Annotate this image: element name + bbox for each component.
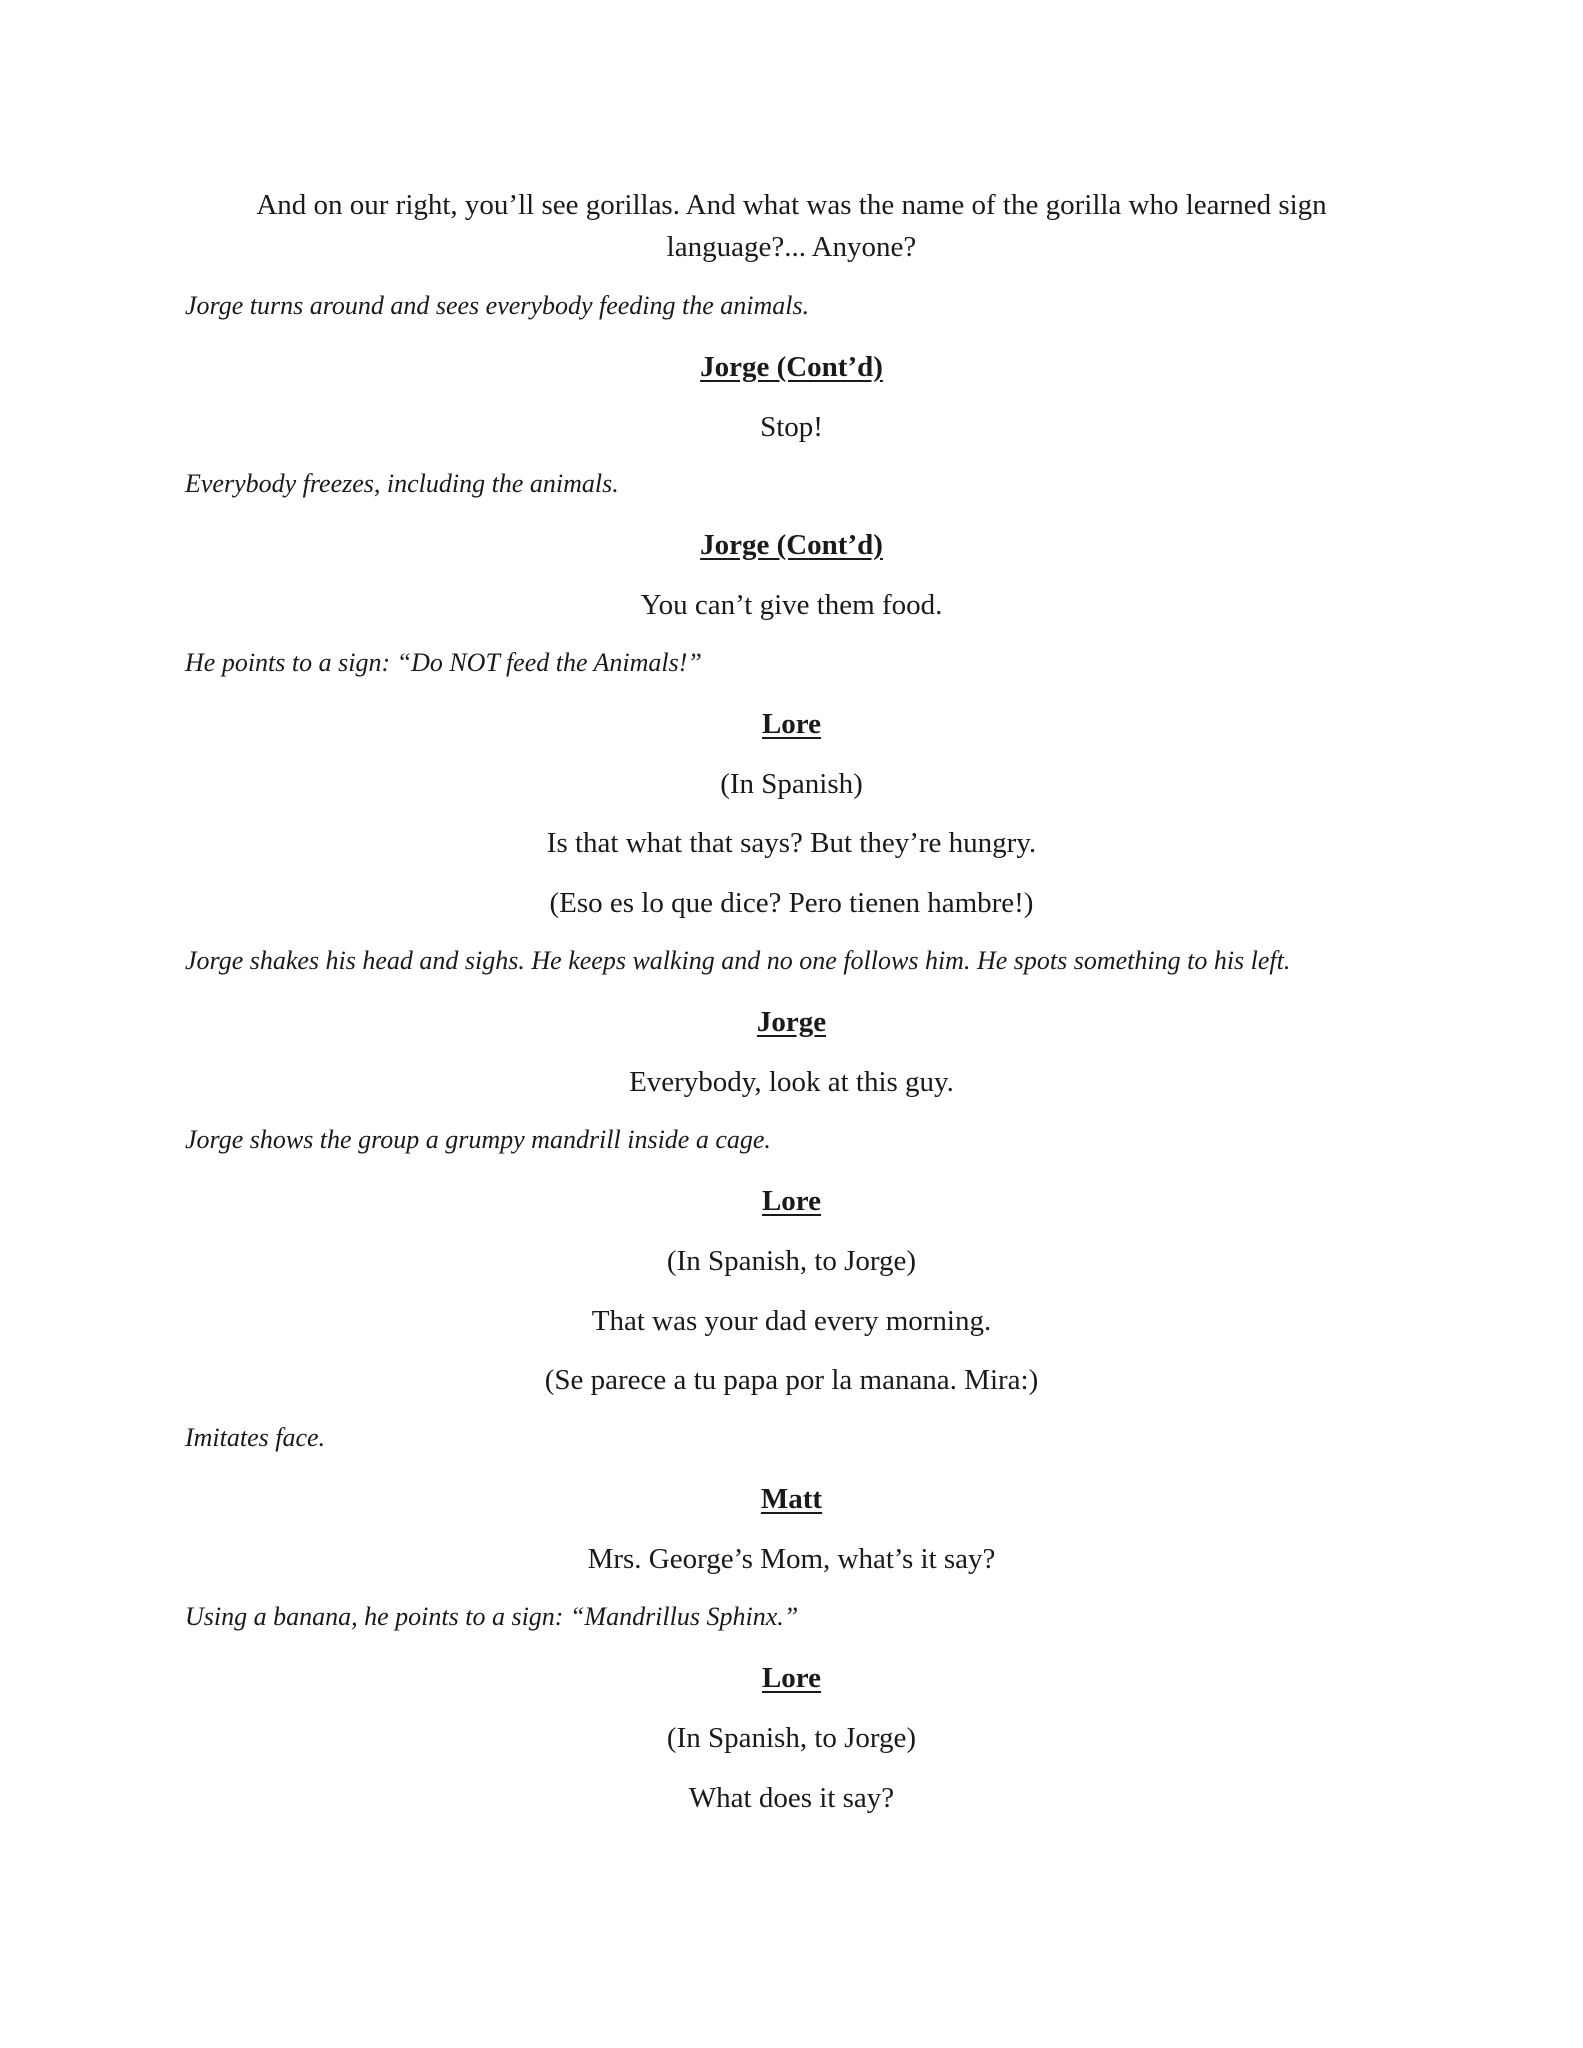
dialogue-line: Stop! bbox=[760, 411, 823, 443]
speaker-name: Jorge bbox=[756, 1006, 827, 1038]
speaker-name: Lore bbox=[761, 1185, 822, 1217]
parenthetical: (In Spanish) bbox=[720, 768, 863, 800]
action-line: Jorge shows the group a grumpy mandrill inside a cage. bbox=[185, 1125, 771, 1154]
speaker-name: Jorge (Cont’d) bbox=[700, 351, 883, 383]
action-line: Jorge turns around and sees everybody feeding the animals. bbox=[185, 291, 810, 320]
dialogue-line: Everybody, look at this guy. bbox=[629, 1066, 954, 1098]
dialogue-line: You can’t give them food. bbox=[640, 589, 943, 621]
speaker-name: Lore bbox=[761, 708, 822, 740]
dialogue-line: Mrs. George’s Mom, what’s it say? bbox=[587, 1543, 996, 1575]
action-line: Imitates face. bbox=[185, 1423, 326, 1452]
speaker-name: Matt bbox=[760, 1483, 823, 1515]
speaker-name: Lore bbox=[761, 1662, 822, 1694]
dialogue-line: What does it say? bbox=[688, 1782, 895, 1814]
dialogue-line: language?... Anyone? bbox=[666, 231, 917, 263]
dialogue-line: That was your dad every morning. bbox=[591, 1305, 992, 1337]
action-line: Everybody freezes, including the animals. bbox=[185, 469, 619, 498]
dialogue-line: Is that what that says? But they’re hungry. bbox=[546, 827, 1037, 859]
speaker-name: Jorge (Cont’d) bbox=[700, 529, 883, 561]
parenthetical: (In Spanish, to Jorge) bbox=[666, 1722, 917, 1754]
dialogue-line: (Eso es lo que dice? Pero tienen hambre!) bbox=[549, 887, 1034, 919]
action-line: Using a banana, he points to a sign: “Mandrillus Sphinx.” bbox=[185, 1602, 799, 1631]
dialogue-line: (Se parece a tu papa por la manana. Mira:) bbox=[544, 1364, 1039, 1396]
action-line: Jorge shakes his head and sighs. He keeps walking and no one follows him. He spots something to his left. bbox=[185, 946, 1291, 975]
parenthetical: (In Spanish, to Jorge) bbox=[666, 1245, 917, 1277]
dialogue-line: And on our right, you’ll see gorillas. And what was the name of the gorilla who learned sign bbox=[256, 189, 1327, 221]
action-line: He points to a sign: “Do NOT feed the Animals!” bbox=[185, 648, 702, 677]
